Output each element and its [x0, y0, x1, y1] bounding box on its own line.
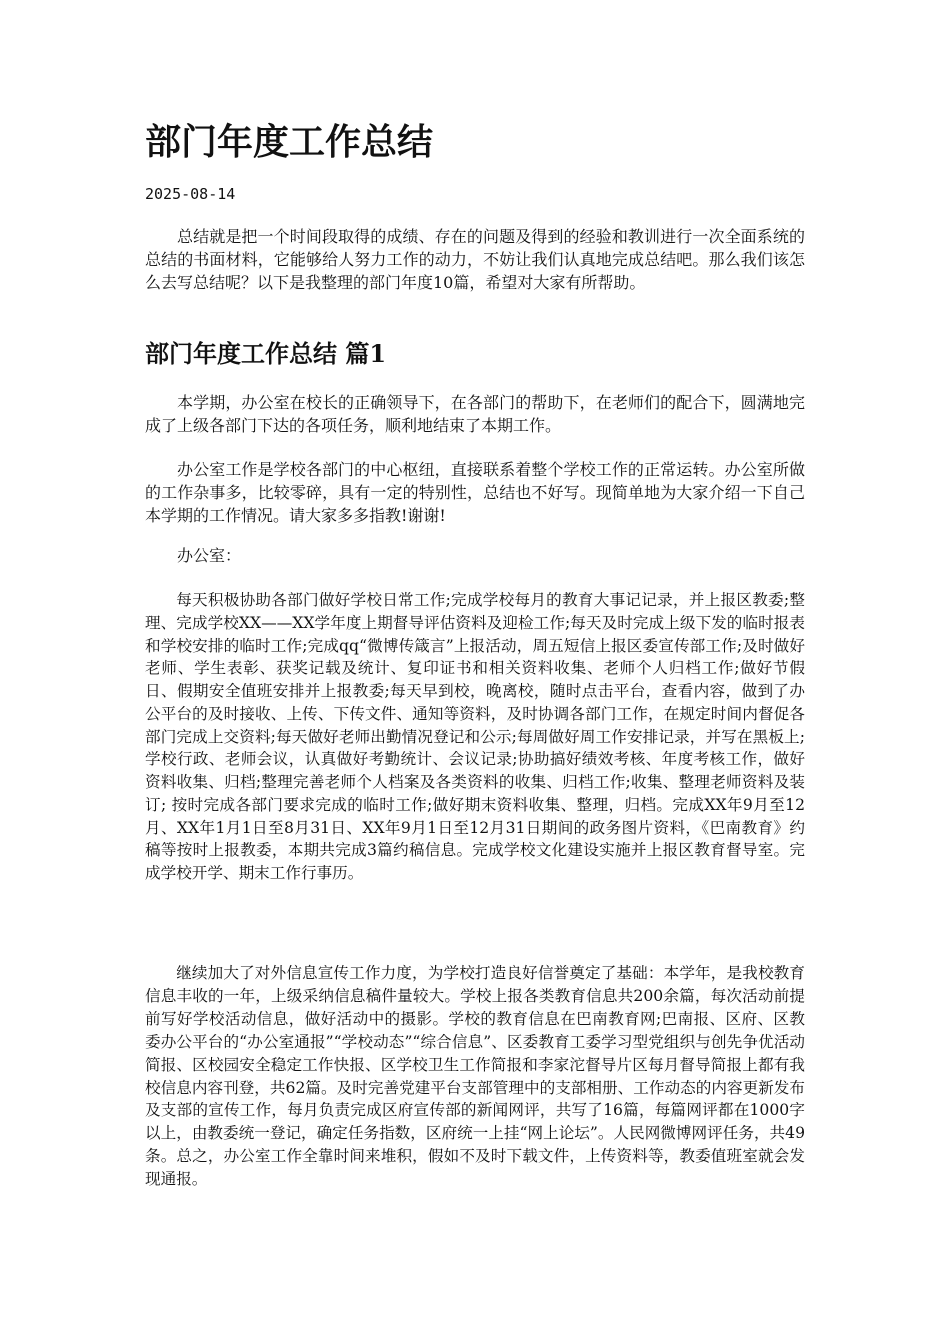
document-title: 部门年度工作总结	[145, 121, 434, 163]
body-paragraph: 继续加大了对外信息宣传工作力度，为学校打造良好信誉奠定了基础：本学年，是我校教育信息丰收的一年，上级采纳信息稿件量较大。学校上报各类教育信息共200余篇，每次活动前提前写好学校活动信息，做好活动中的摄影。学校的教育信息在巴南教育网;巴南报、区府、区教委办公平台的“办公室通报”“学校动态”“综合信息”、区委教育工委学习型党组织与创先争优活动简报、区校园安全稳定工作快报、区学校卫生工作简报和李家沱督导片区每月督导简报上都有我校信息内容刊登，共62篇。及时完善党建平台支部管理中的支部相册、工作动态的内容更新发布及支部的宣传工作，每月负责完成区府宣传部的新闻网评，共写了16篇，每篇网评都在1000字以上，由教委统一登记，确定任务指数，区府统一上挂“网上论坛”。人民网微博网评任务，共49条。总之，办公室工作全靠时间来堆积，假如不及时下载文件，上传资料等，教委值班室就会发现通报。	[145, 964, 805, 1189]
body-paragraph: 办公室工作是学校各部门的中心枢纽，直接联系着整个学校工作的正常运转。办公室所做的工作杂事多，比较零碎，具有一定的特别性，总结也不好写。现简单地为大家介绍一下自己本学期的工作情况。请大家多多指教!谢谢!	[145, 460, 805, 525]
body-paragraph: 本学期，办公室在校长的正确领导下，在各部门的帮助下，在老师们的配合下，圆满地完成了上级各部门下达的各项任务，顺利地结束了本期工作。	[145, 393, 805, 435]
section-heading: 部门年度工作总结 篇1	[145, 339, 387, 368]
body-paragraph: 办公室：	[177, 546, 242, 565]
intro-paragraph: 总结就是把一个时间段取得的成绩、存在的问题及得到的经验和教训进行一次全面系统的总结的书面材料，它能够给人努力工作的动力，不妨让我们认真地完成总结吧。那么我们该怎么去写总结呢？以下是我整理的部门年度10篇，希望对大家有所帮助。	[145, 227, 805, 292]
publish-date: 2025-08-14	[145, 185, 236, 203]
body-paragraph: 每天积极协助各部门做好学校日常工作;完成学校每月的教育大事记记录，并上报区教委;整理、完成学校XX——XX学年度上期督导评估资料及迎检工作;每天及时完成上级下发的临时报表和学校安排的临时工作;完成qq“微博传箴言”上报活动，周五短信上报区委宣传部工作;及时做好老师、学生表彰、获奖记载及统计、复印证书和相关资料收集、老师个人归档工作;做好节假日、假期安全值班安排并上报教委;每天早到校，晚离校，随时点击平台，查看内容，做到了办公平台的及时接收、上传、下传文件、通知等资料，及时协调各部门工作，在规定时间内督促各部门完成上交资料;每天做好老师出勤情况登记和公示;每周做好周工作安排记录，并写在黑板上;学校行政、老师会议，认真做好考勤统计、会议记录;协助搞好绩效考核、年度考核工作，做好资料收集、归档;整理完善老师个人档案及各类资料的收集、归档工作;收集、整理老师资料及装订; 按时完成各部门要求完成的临时工作;做好期末资料收集、整理，归档。完成XX年9月至12月、XX年1月1日至8月31日、XX年9月1日至12月31日期间的政务图片资料，《巴南教育》约稿等按时上报教委，本期共完成3篇约稿信息。完成学校文化建设实施并上报区教育督导室。完成学校开学、期末工作行事历。	[145, 591, 805, 882]
